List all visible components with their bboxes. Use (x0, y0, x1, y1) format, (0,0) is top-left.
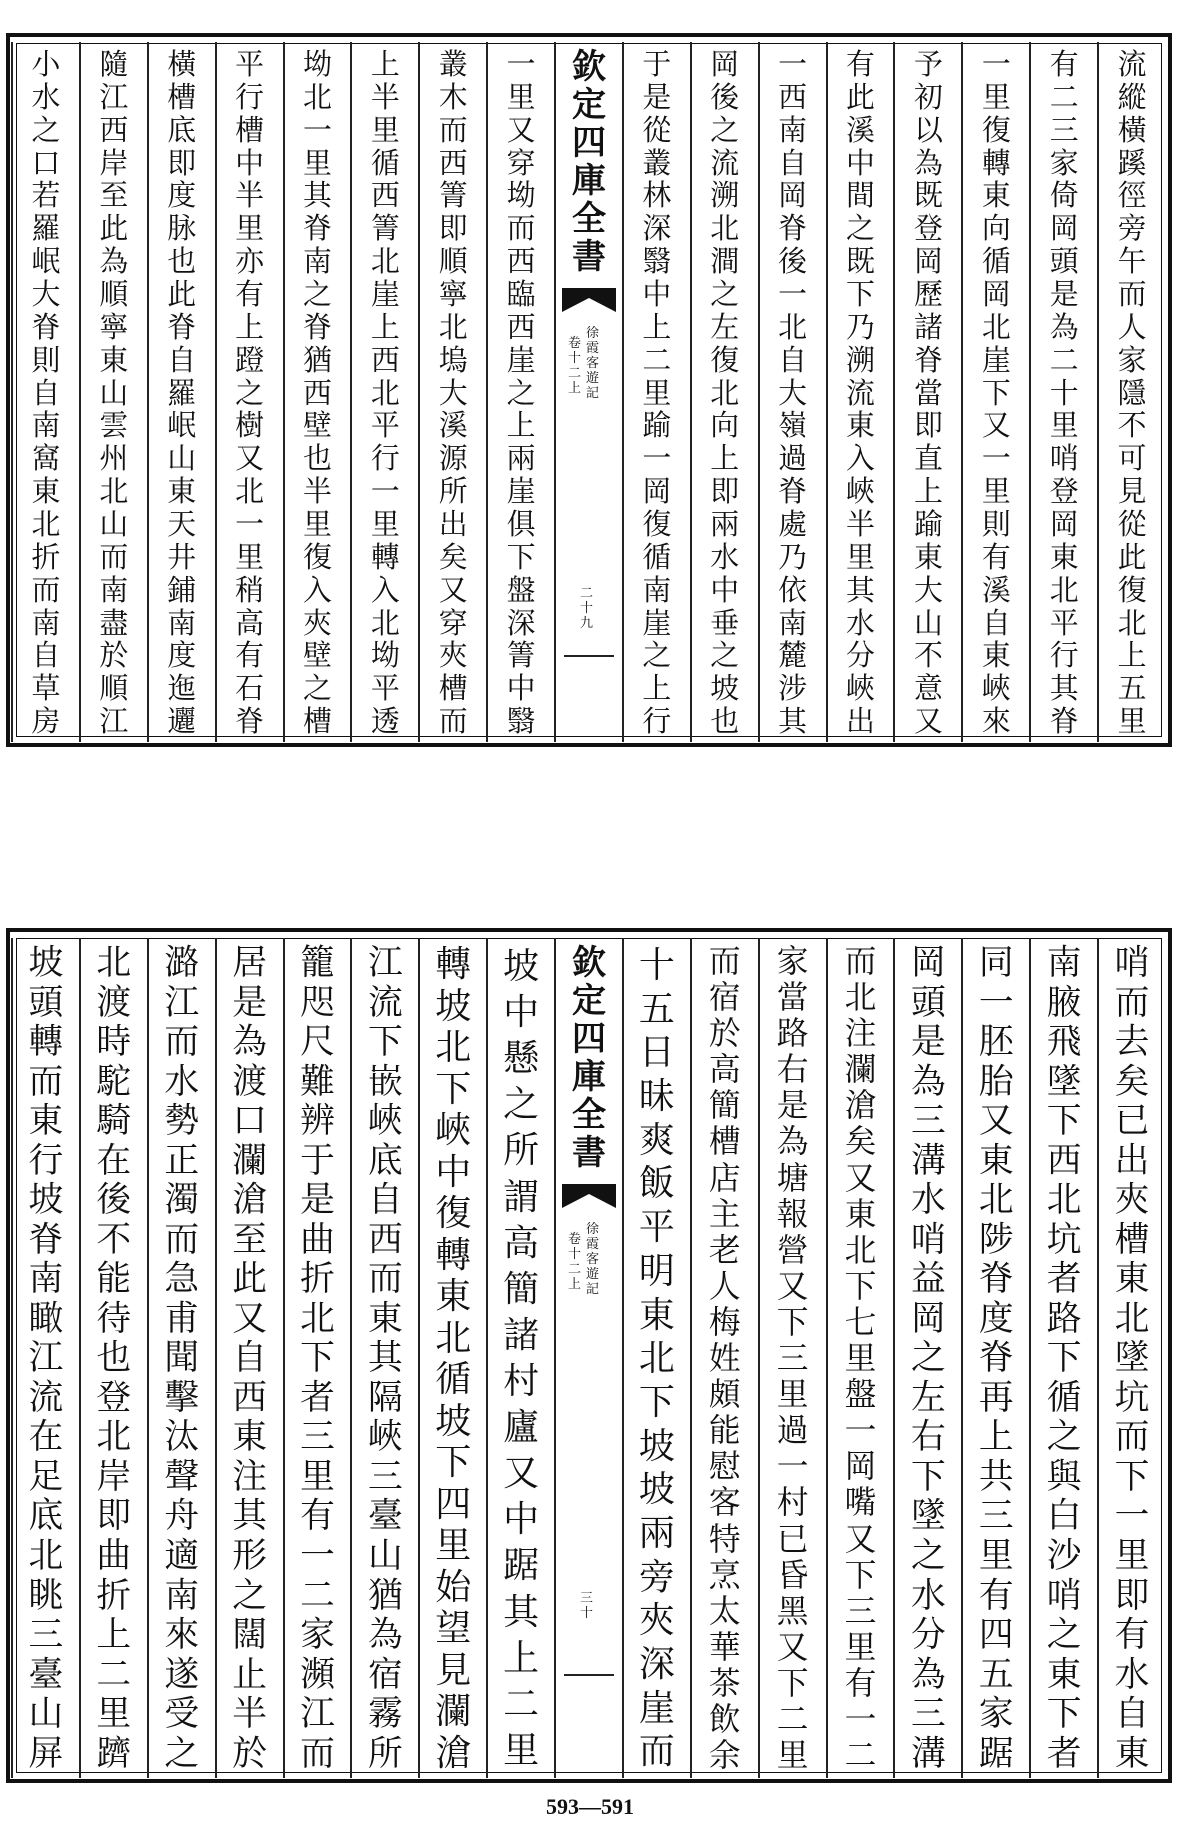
column-rule (147, 938, 149, 1778)
text-column: 有 二 三 家 倚 岡 頭 是 為 二 十 里 哨 登 岡 東 北 平 行 其 脊 (1049, 48, 1079, 738)
text-column: 一 里 又 穿 坳 而 西 臨 西 崖 之 上 兩 崖 俱 下 盤 深 箐 中 翳 (506, 48, 536, 738)
column-rule (690, 938, 692, 1778)
column-rule (893, 938, 895, 1778)
collection-title: 欽 定 四 庫 全 書 (572, 47, 606, 277)
text-column: 予 初 以 為 既 登 岡 歷 諸 脊 當 即 直 上 踰 東 大 山 不 意 又 (913, 48, 943, 738)
column-rule (283, 938, 285, 1778)
column-rule (1097, 938, 1099, 1778)
text-column: 哨 而 去 矣 已 出 夾 槽 東 北 墜 坑 而 下 一 里 即 有 水 自 東 (1114, 944, 1150, 1774)
text-column: 而 北 注 瀾 滄 矣 又 東 北 下 七 里 盤 一 岡 嘴 又 下 三 里 有 一 二 (844, 944, 877, 1774)
text-column: 一 里 復 轉 東 向 循 岡 北 崖 下 又 一 里 則 有 溪 自 東 峽 來 (981, 48, 1011, 738)
text-column: 坳 北 一 里 其 脊 南 之 脊 猶 西 壁 也 半 里 復 入 夾 壁 之 槽 (303, 48, 332, 738)
volume-label: 卷 十 二 上 (568, 336, 582, 396)
text-column: 而 宿 於 高 簡 槽 店 主 老 人 梅 姓 頗 能 慰 客 特 烹 太 華 茶 飲 余 (708, 944, 741, 1774)
column-rule (1029, 938, 1031, 1778)
text-column: 于 是 從 叢 林 深 翳 中 上 二 里 踰 一 岡 復 循 南 崖 之 上 行 (642, 48, 672, 738)
column-rule (418, 938, 420, 1778)
volume-label: 卷 十 二 上 (568, 1232, 582, 1292)
book-title: 徐 霞 客 遊 記 (586, 326, 600, 401)
book-title: 徐 霞 客 遊 記 (586, 1222, 600, 1297)
column-rule (215, 938, 217, 1778)
text-column: 小 水 之 口 若 羅 岷 大 脊 則 自 南 窩 東 北 折 而 南 自 草 房 (31, 48, 61, 738)
text-column: 籠 咫 尺 難 辨 于 是 曲 折 北 下 者 三 里 有 一 二 家 瀕 江 而 (300, 944, 335, 1774)
text-column: 家 當 路 右 是 為 塘 報 營 又 下 三 里 過 一 村 已 昏 黑 又 下 二 里 (776, 944, 809, 1774)
column-rule (11, 938, 13, 1778)
fishtail-mark-icon (560, 1182, 618, 1212)
text-column: 有 此 溪 中 間 之 既 下 乃 溯 流 東 入 峽 半 里 其 水 分 峽 出 (846, 48, 875, 738)
text-column: 岡 頭 是 為 三 溝 水 哨 益 岡 之 左 右 下 墜 之 水 分 為 三 溝 (911, 944, 946, 1774)
text-column: 江 流 下 嵌 峽 底 自 西 而 東 其 隔 峽 三 臺 山 猶 為 宿 霧 所 (367, 944, 403, 1774)
page-number-footer: 593—591 (546, 1794, 634, 1819)
column-rule (758, 938, 760, 1778)
leaf-number: 二 十 九 (580, 586, 594, 632)
text-column: 平 行 槽 中 半 里 亦 有 上 蹬 之 樹 又 北 一 里 稍 高 有 石 脊 (235, 48, 265, 738)
column-rule (554, 938, 556, 1778)
column-rule (826, 938, 828, 1778)
text-column: 坡 頭 轉 而 東 行 坡 脊 南 瞰 江 流 在 足 底 北 眺 三 臺 山 屏 (28, 944, 64, 1774)
collection-title: 欽 定 四 庫 全 書 (572, 943, 606, 1173)
text-column: 北 渡 時 駝 騎 在 後 不 能 待 也 登 北 岸 即 曲 折 上 二 里 躋 (96, 944, 132, 1774)
center-base-line (564, 1674, 614, 1676)
text-column: 隨 江 西 岸 至 此 為 順 寧 東 山 雲 州 北 山 而 南 盡 於 順 江 (99, 48, 129, 738)
text-column: 十 五 日 昧 爽 飯 平 明 東 北 下 坡 坡 兩 旁 夾 深 崖 而 (638, 945, 675, 1773)
column-rule (622, 938, 624, 1778)
column-rule (350, 938, 352, 1778)
text-column: 上 半 里 循 西 箐 北 崖 上 西 北 平 行 一 里 轉 入 北 坳 平 透 (370, 48, 400, 738)
column-rule (961, 938, 963, 1778)
column-rule (486, 938, 488, 1778)
text-column: 居 是 為 渡 口 瀾 滄 至 此 又 自 西 東 注 其 形 之 闊 止 半 於 (232, 944, 267, 1774)
text-column: 潞 江 而 水 勢 正 濁 而 急 甫 聞 擊 汰 聲 舟 適 南 來 遂 受 之 (164, 944, 200, 1774)
text-column: 岡 後 之 流 溯 北 澗 之 左 復 北 向 上 即 兩 水 中 垂 之 坡 也 (710, 48, 740, 738)
text-column: 流 縱 橫 蹊 徑 旁 午 而 人 家 隱 不 可 見 從 此 復 北 上 五 里 (1117, 48, 1147, 738)
column-rule (79, 938, 81, 1778)
text-column: 叢 木 而 西 箐 即 順 寧 北 塢 大 溪 源 所 出 矣 又 穿 夾 槽 而 (438, 48, 468, 738)
text-column: 南 腋 飛 墜 下 西 北 坑 者 路 下 循 之 與 白 沙 哨 之 東 下 者 (1046, 944, 1082, 1774)
text-column: 轉 坡 北 下 峽 中 復 轉 東 北 循 坡 下 四 里 始 望 見 瀾 滄 (435, 944, 472, 1774)
center-fold-column (556, 944, 622, 1774)
text-column: 橫 槽 底 即 度 脉 也 此 脊 自 羅 岷 山 東 天 井 鋪 南 度 迤 邐 (167, 48, 197, 738)
text-column: 坡 中 懸 之 所 謂 高 簡 諸 村 廬 又 中 踞 其 上 二 里 (503, 946, 540, 1771)
leaf-number: 三 十 (580, 1591, 594, 1622)
text-column: 同 一 胚 胎 又 東 北 陟 脊 度 脊 再 上 共 三 里 有 四 五 家 踞 (978, 944, 1014, 1774)
text-column: 一 西 南 自 岡 脊 後 一 北 自 大 嶺 過 脊 處 乃 依 南 麓 涉 其 (778, 48, 808, 738)
